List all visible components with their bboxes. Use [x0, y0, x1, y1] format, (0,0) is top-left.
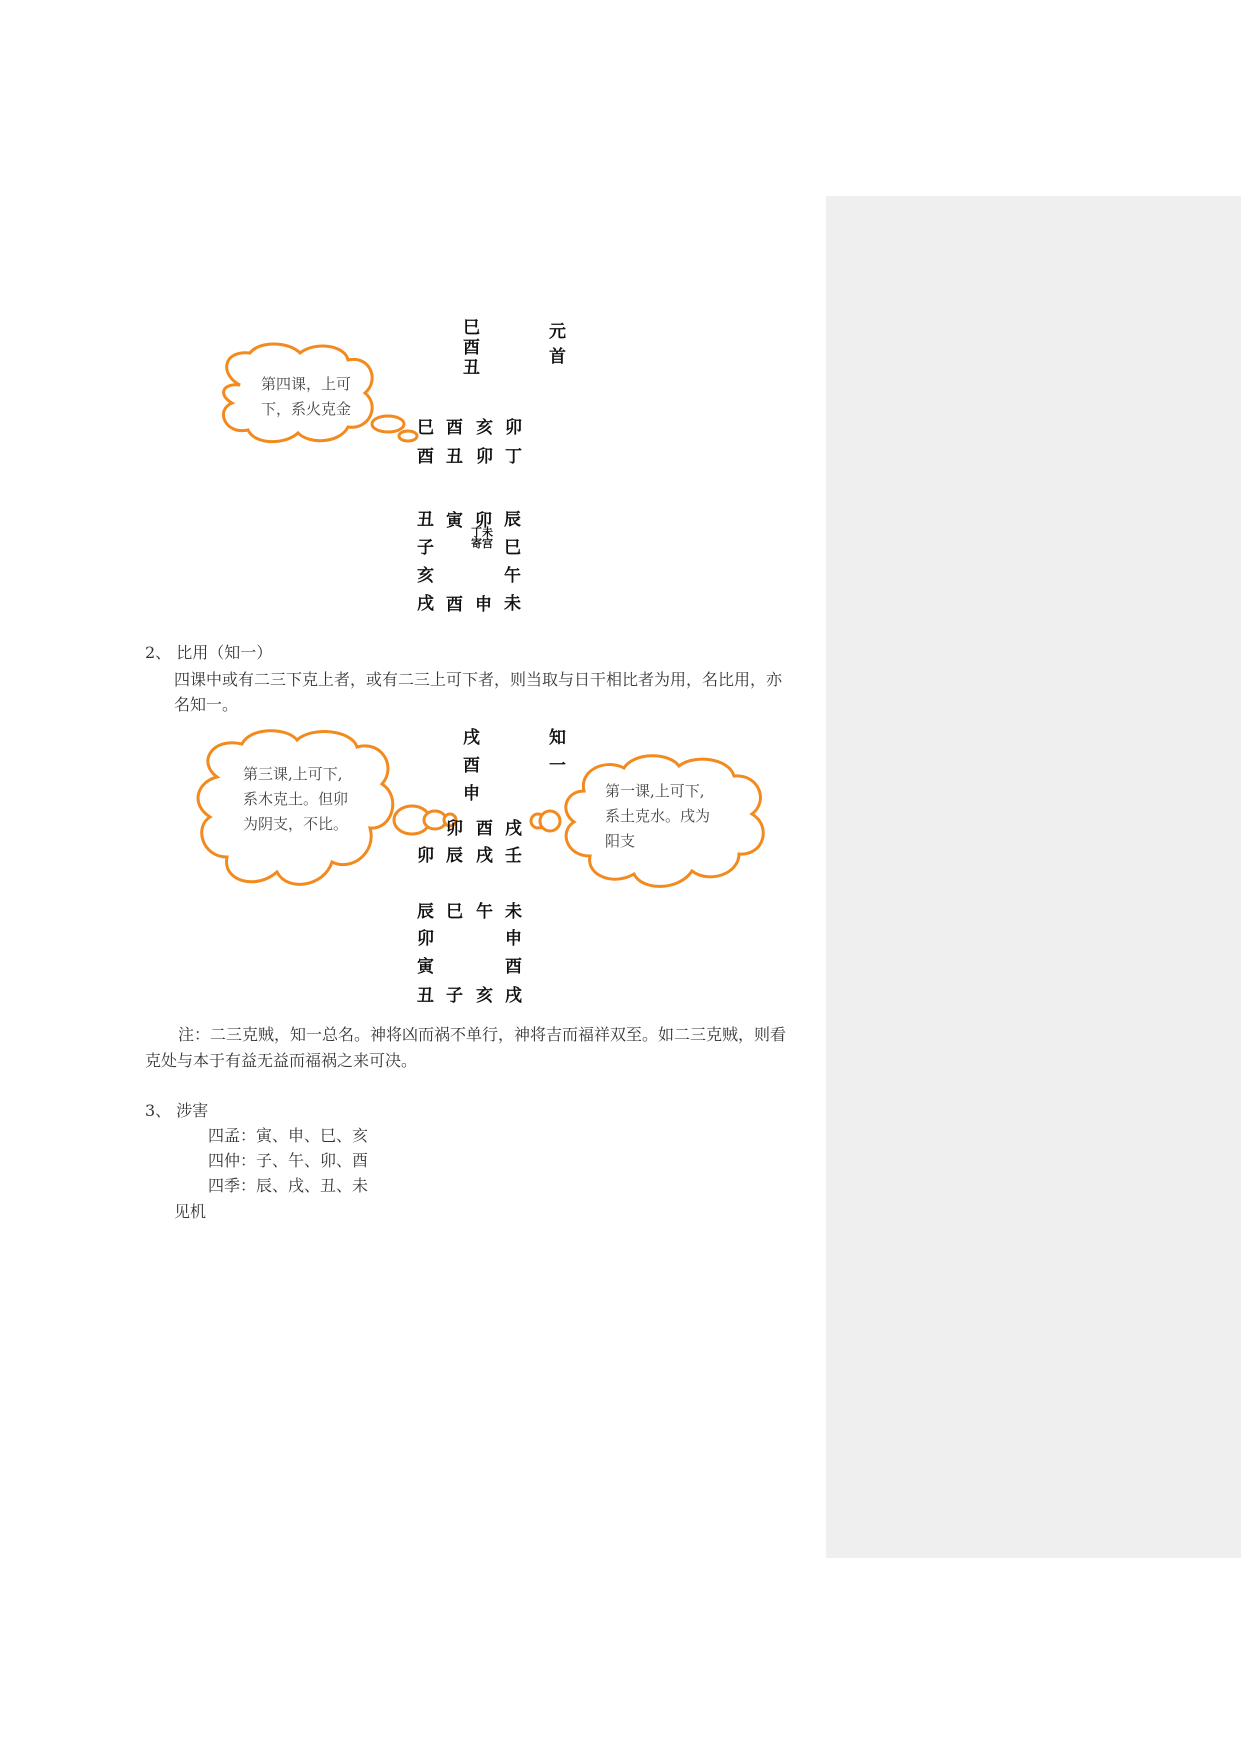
ke-char: 卯: [505, 418, 522, 438]
chart2-top-column: [463, 724, 480, 808]
chart1-pan-bottom-mid2: 申: [475, 595, 492, 615]
ke-char: 辰: [446, 846, 463, 866]
pan-char: 卯: [417, 929, 434, 949]
pan-char: 辰: [417, 902, 434, 922]
chart2-top-char: 酉: [463, 756, 480, 776]
pan-char: 丑: [417, 510, 434, 530]
chart2-title-char: 一: [549, 756, 566, 776]
center-line: 寄宫: [471, 537, 493, 550]
chart1-title-char: 首: [549, 347, 566, 367]
section3-line: 四季：辰、戌、丑、未: [208, 1176, 369, 1195]
pan-char: 午: [504, 566, 521, 586]
chart1-top-char: 丑: [463, 358, 480, 378]
ke-char: 丑: [446, 447, 463, 467]
ke-char: 卯: [476, 447, 493, 467]
section3-line: 四孟：寅、申、巳、亥: [208, 1126, 369, 1145]
chart2-pan-right: [505, 925, 522, 981]
bubble-line: 系木克土。但卯: [243, 790, 349, 808]
ke-char: 戌: [505, 819, 522, 839]
chart1-top-char: 巳: [463, 318, 480, 338]
pan-char: 巳: [504, 538, 521, 558]
chart2-title-char: 知: [549, 728, 566, 748]
pan-char: 巳: [446, 902, 463, 922]
ke-char: 戌: [476, 846, 493, 866]
chart1-top-char: 酉: [463, 338, 480, 358]
pan-char: 亥: [417, 566, 434, 586]
chart2-pan-left: [417, 925, 434, 981]
pan-char: 丑: [417, 986, 434, 1006]
chart1-bubble-text: [261, 372, 351, 422]
section2-paragraph-line2: 名知一。: [174, 695, 239, 714]
chart1-pan-left: [417, 506, 434, 618]
chart2-top-char: 申: [463, 784, 480, 804]
section3-line: 四仲：子、午、卯、酉: [208, 1151, 369, 1170]
pan-char: 亥: [476, 986, 493, 1006]
ke-char: 卯: [446, 819, 463, 839]
note-line1: 注：二三克贼，知一总名。神将凶而祸不单行，神将吉而福祥双至。如二三克贼，则看: [178, 1025, 787, 1044]
bubble-line: 第一课,上可下,: [605, 782, 705, 800]
pan-char: 辰: [504, 510, 521, 530]
bubble-line: 阳支: [605, 832, 636, 850]
bubble-line: 为阴支，不比。: [243, 815, 349, 833]
section3-heading: 3、 涉害: [145, 1101, 209, 1120]
chart2-left-bubble-text: [243, 762, 348, 837]
ke-char: 卯: [417, 846, 434, 866]
bubble-line: 第四课，上可: [261, 375, 352, 393]
chart1-top-column: [463, 318, 480, 378]
comment-sidebar: [826, 196, 1241, 1558]
chart1-pan-right: [504, 506, 521, 618]
chart1-title-column: [549, 320, 566, 370]
chart1-pan-top-mid2: 卯: [475, 511, 492, 531]
ke-char: 壬: [505, 846, 522, 866]
chart1-pan-bottom-mid1: 酉: [446, 595, 463, 615]
chart1-title-char: 元: [549, 322, 566, 342]
section2-paragraph-line1: 四课中或有二三下克上者，或有二三上可下者，则当取与日干相比者为用，名比用，亦: [174, 670, 783, 689]
note-line2: 克处与本于有益无益而福祸之来可决。: [145, 1051, 418, 1070]
pan-char: 寅: [417, 957, 434, 977]
bubble-line: 系土克水。戌为: [605, 807, 711, 825]
ke-char: 酉: [446, 418, 463, 438]
chart1-pan-center: [468, 527, 496, 549]
ke-char: 酉: [476, 819, 493, 839]
chart1-pan-top-mid1: 寅: [446, 511, 463, 531]
pan-char: 午: [476, 902, 493, 922]
pan-char: 戌: [505, 986, 522, 1006]
ke-char: 丁: [505, 447, 522, 467]
ke-char: 巳: [417, 418, 434, 438]
section3-tail: 见机: [174, 1202, 207, 1221]
pan-char: 申: [505, 929, 522, 949]
pan-char: 戌: [417, 594, 434, 614]
pan-char: 未: [505, 902, 522, 922]
pan-char: 酉: [505, 957, 522, 977]
section3-list: [208, 1123, 368, 1198]
bubble-line: 下，系火克金: [261, 400, 352, 418]
pan-char: 未: [504, 594, 521, 614]
section2-heading: 2、 比用（知一）: [145, 643, 273, 662]
ke-char: 酉: [417, 447, 434, 467]
bubble-line: 第三课,上可下,: [243, 765, 343, 783]
ke-char: 亥: [476, 418, 493, 438]
chart2-top-char: 戌: [463, 728, 480, 748]
pan-char: 子: [417, 538, 434, 558]
pan-char: 子: [446, 986, 463, 1006]
center-line: 丁未: [471, 526, 493, 539]
chart2-right-bubble-text: [605, 779, 710, 854]
